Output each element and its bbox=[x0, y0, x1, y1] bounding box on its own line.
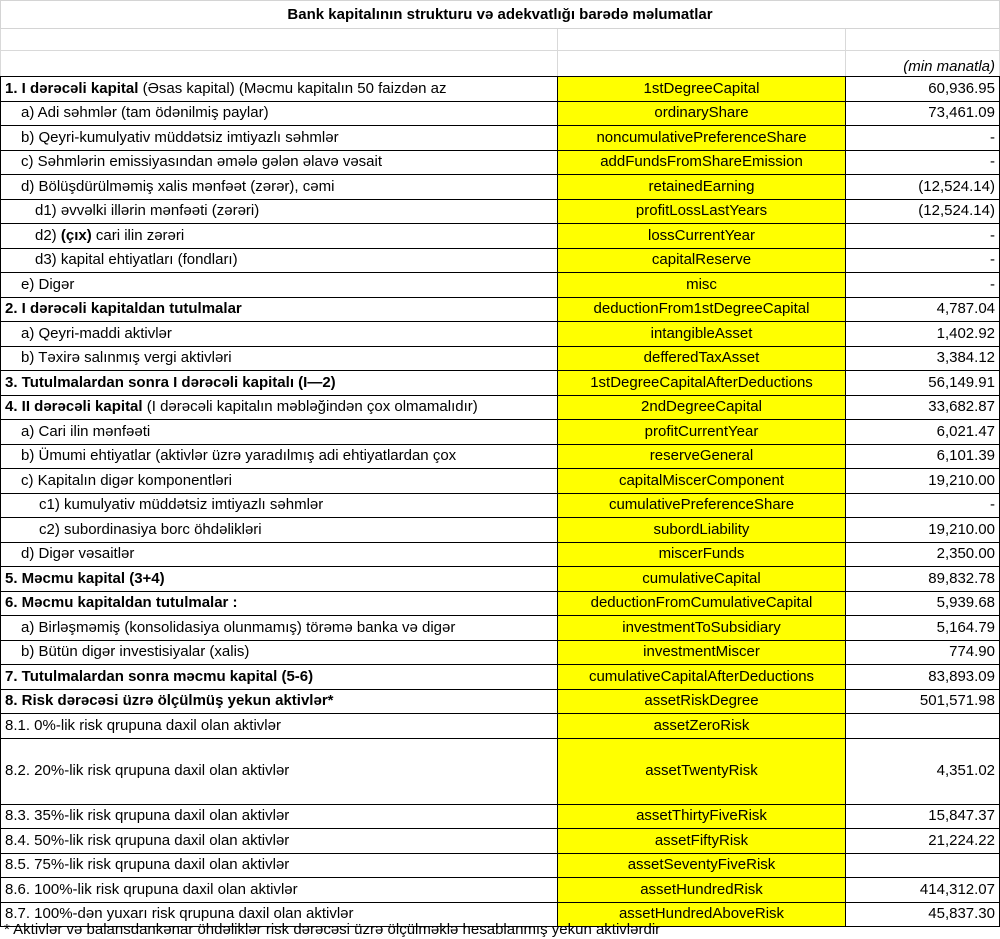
table-row bbox=[1, 248, 1000, 273]
row-label-bold: (çıx) bbox=[60, 226, 92, 244]
row-value-cell[interactable]: 4,787.04 bbox=[846, 297, 1000, 322]
row-label-text: b) Ümumi ehtiyatlar (aktivlər üzrə yaradılmış adi ehtiyatlardan çox bbox=[21, 447, 457, 465]
row-label-cell[interactable] bbox=[1, 518, 558, 543]
row-label-cell[interactable] bbox=[1, 346, 558, 371]
row-label-cell[interactable] bbox=[1, 175, 558, 200]
table-row bbox=[1, 542, 1000, 567]
row-code-cell[interactable]: capitalReserve bbox=[558, 248, 846, 273]
row-label-cell[interactable] bbox=[1, 371, 558, 396]
row-code-cell[interactable]: assetHundredAboveRisk bbox=[558, 902, 846, 927]
blank-row bbox=[1, 29, 1000, 51]
row-label-bold: 2. I dərəcəli kapitaldan tutulmalar bbox=[5, 300, 242, 318]
row-value-cell[interactable]: 1,402.92 bbox=[846, 322, 1000, 347]
row-code-cell[interactable]: cumulativeCapital bbox=[558, 567, 846, 592]
table-row bbox=[1, 224, 1000, 249]
row-label-prefix: d2) bbox=[35, 226, 61, 244]
row-label-text: 8.7. 100%-dən yuxarı risk qrupuna daxil olan aktivlər bbox=[5, 905, 354, 923]
row-label-bold: 5. Məcmu kapital (3+4) bbox=[5, 569, 165, 587]
row-label-text: 8.3. 35%-lik risk qrupuna daxil olan aktivlər bbox=[5, 807, 290, 825]
row-label-text: 8.4. 50%-lik risk qrupuna daxil olan aktivlər bbox=[5, 831, 290, 849]
row-label-cell[interactable] bbox=[1, 714, 558, 739]
table-row bbox=[1, 175, 1000, 200]
title-row bbox=[1, 1, 1000, 29]
row-code-cell[interactable]: misc bbox=[558, 273, 846, 298]
row-value-cell[interactable]: 83,893.09 bbox=[846, 665, 1000, 690]
empty-cell[interactable] bbox=[558, 51, 846, 77]
row-label-cell[interactable] bbox=[1, 469, 558, 494]
row-value-cell[interactable]: (12,524.14) bbox=[846, 199, 1000, 224]
row-value-cell[interactable]: - bbox=[846, 493, 1000, 518]
row-label-cell[interactable] bbox=[1, 493, 558, 518]
row-label-text: 8.1. 0%-lik risk qrupuna daxil olan aktivlər bbox=[5, 716, 281, 734]
row-label-cell[interactable] bbox=[1, 273, 558, 298]
row-label-cell[interactable] bbox=[1, 591, 558, 616]
row-label-text: c) Kapitalın digər komponentləri bbox=[21, 471, 232, 489]
row-code-cell[interactable]: cumulativeCapitalAfterDeductions bbox=[558, 665, 846, 690]
table-row bbox=[1, 567, 1000, 592]
row-code-cell[interactable]: capitalMiscerComponent bbox=[558, 469, 846, 494]
table-row bbox=[1, 101, 1000, 126]
row-label-text: (I dərəcəli kapitalın məbləğindən çox olmamalıdır) bbox=[142, 398, 478, 416]
table-row bbox=[1, 640, 1000, 665]
row-code-cell[interactable]: profitCurrentYear bbox=[558, 420, 846, 445]
row-label-text: b) Bütün digər investisiyalar (xalis) bbox=[21, 643, 250, 661]
row-label-bold: 1. I dərəcəli kapital bbox=[5, 79, 139, 97]
table-row bbox=[1, 714, 1000, 739]
row-code-cell[interactable]: addFundsFromShareEmission bbox=[558, 150, 846, 175]
row-code-cell[interactable]: subordLiability bbox=[558, 518, 846, 543]
row-label-cell[interactable] bbox=[1, 199, 558, 224]
table-row bbox=[1, 420, 1000, 445]
table-row bbox=[1, 878, 1000, 903]
table-row bbox=[1, 518, 1000, 543]
row-label-text: b) Qeyri-kumulyativ müddətsiz imtiyazlı səhmlər bbox=[21, 128, 339, 146]
row-label-cell[interactable] bbox=[1, 248, 558, 273]
row-value-cell[interactable]: 19,210.00 bbox=[846, 469, 1000, 494]
row-code-cell[interactable]: cumulativePreferenceShare bbox=[558, 493, 846, 518]
report-title: Bank kapitalının strukturu və adekvatlığı barədə məlumatlar bbox=[1, 1, 1000, 29]
table-row bbox=[1, 395, 1000, 420]
row-label-bold: 4. II dərəcəli kapital bbox=[5, 398, 143, 416]
row-label-text: d) Digər vəsaitlər bbox=[21, 545, 135, 563]
row-label-text: d1) əvvəlki illərin mənfəəti (zərəri) bbox=[35, 202, 260, 220]
row-value-cell[interactable]: 21,224.22 bbox=[846, 829, 1000, 854]
row-code-cell[interactable]: 2ndDegreeCapital bbox=[558, 395, 846, 420]
row-code-cell[interactable]: assetSeventyFiveRisk bbox=[558, 853, 846, 878]
table-row bbox=[1, 804, 1000, 829]
row-value-cell[interactable]: 5,164.79 bbox=[846, 616, 1000, 641]
row-value-cell[interactable]: 4,351.02 bbox=[846, 738, 1000, 804]
row-label-cell[interactable] bbox=[1, 322, 558, 347]
row-value-cell[interactable]: - bbox=[846, 248, 1000, 273]
row-label-text: 8.6. 100%-lik risk qrupuna daxil olan aktivlər bbox=[5, 880, 298, 898]
row-code-cell[interactable]: deductionFromCumulativeCapital bbox=[558, 591, 846, 616]
row-label-text: c1) kumulyativ müddətsiz imtiyazlı səhmlər bbox=[39, 496, 324, 514]
row-value-cell[interactable]: 2,350.00 bbox=[846, 542, 1000, 567]
table-row bbox=[1, 444, 1000, 469]
row-code-cell[interactable]: defferedTaxAsset bbox=[558, 346, 846, 371]
empty-cell[interactable] bbox=[558, 29, 846, 51]
table-row bbox=[1, 273, 1000, 298]
row-label-text: a) Cari ilin mənfəəti bbox=[21, 422, 151, 440]
row-label-cell[interactable] bbox=[1, 804, 558, 829]
row-code-cell[interactable]: noncumulativePreferenceShare bbox=[558, 126, 846, 151]
row-label-text: 8.2. 20%-lik risk qrupuna daxil olan aktivlər bbox=[5, 762, 290, 779]
footnote: * Aktivlər və balansdankənar öhdəliklər risk dərəcəsi üzrə ölçülməklə hesablanmış yekun aktivlərdir bbox=[4, 921, 661, 938]
row-label-text: a) Birləşməmiş (konsolidasiya olunmamış) törəmə banka və digər bbox=[21, 618, 456, 636]
row-code-cell[interactable]: reserveGeneral bbox=[558, 444, 846, 469]
row-value-cell[interactable]: 6,021.47 bbox=[846, 420, 1000, 445]
row-value-cell[interactable]: - bbox=[846, 126, 1000, 151]
row-label-bold: 7. Tutulmalardan sonra məcmu kapital (5-6) bbox=[5, 667, 314, 685]
unit-note: (min manatla) bbox=[846, 51, 1000, 77]
row-label-text: cari ilin zərəri bbox=[91, 226, 185, 244]
table-row bbox=[1, 616, 1000, 641]
row-code-cell[interactable]: lossCurrentYear bbox=[558, 224, 846, 249]
row-label-text: (Əsas kapital) (Məcmu kapitalın 50 faizdən az bbox=[138, 79, 447, 97]
row-label-cell[interactable] bbox=[1, 444, 558, 469]
table-row bbox=[1, 853, 1000, 878]
row-code-cell[interactable]: assetTwentyRisk bbox=[558, 738, 846, 804]
row-code-cell[interactable]: profitLossLastYears bbox=[558, 199, 846, 224]
row-label-text: b) Təxirə salınmış vergi aktivləri bbox=[21, 349, 232, 367]
row-label-text: d3) kapital ehtiyatları (fondları) bbox=[35, 251, 238, 269]
unit-row bbox=[1, 51, 1000, 77]
row-label-cell[interactable] bbox=[1, 616, 558, 641]
table-row bbox=[1, 469, 1000, 494]
row-code-cell[interactable]: 1stDegreeCapital bbox=[558, 77, 846, 102]
row-label-cell[interactable] bbox=[1, 126, 558, 151]
row-label-text: a) Qeyri-maddi aktivlər bbox=[21, 324, 172, 342]
row-value-cell[interactable]: 774.90 bbox=[846, 640, 1000, 665]
row-label-text: c) Səhmlərin emissiyasından əmələ gələn əlavə vəsait bbox=[21, 153, 383, 171]
table-row bbox=[1, 493, 1000, 518]
row-label-cell[interactable] bbox=[1, 224, 558, 249]
row-value-cell[interactable]: 56,149.91 bbox=[846, 371, 1000, 396]
row-value-cell[interactable]: - bbox=[846, 273, 1000, 298]
row-label-text: 8.5. 75%-lik risk qrupuna daxil olan aktivlər bbox=[5, 856, 290, 874]
row-value-cell[interactable]: 45,837.30 bbox=[846, 902, 1000, 927]
table-row bbox=[1, 199, 1000, 224]
row-code-cell[interactable]: assetFiftyRisk bbox=[558, 829, 846, 854]
table-row bbox=[1, 738, 1000, 804]
row-label-cell[interactable] bbox=[1, 738, 558, 804]
row-label-cell[interactable] bbox=[1, 853, 558, 878]
table-row bbox=[1, 829, 1000, 854]
row-label-cell[interactable] bbox=[1, 150, 558, 175]
row-value-cell[interactable]: 3,384.12 bbox=[846, 346, 1000, 371]
table-row bbox=[1, 150, 1000, 175]
row-label-text: c2) subordinasiya borc öhdəlikləri bbox=[39, 520, 262, 538]
row-value-cell[interactable]: 15,847.37 bbox=[846, 804, 1000, 829]
table-row bbox=[1, 126, 1000, 151]
row-value-cell[interactable]: 60,936.95 bbox=[846, 77, 1000, 102]
row-code-cell[interactable]: deductionFrom1stDegreeCapital bbox=[558, 297, 846, 322]
row-label-bold: 8. Risk dərəcəsi üzrə ölçülmüş yekun aktivlər* bbox=[5, 692, 334, 710]
table-row bbox=[1, 689, 1000, 714]
row-code-cell[interactable]: assetHundredRisk bbox=[558, 878, 846, 903]
row-code-cell[interactable]: ordinaryShare bbox=[558, 101, 846, 126]
row-label-cell[interactable] bbox=[1, 665, 558, 690]
table-row bbox=[1, 77, 1000, 102]
row-value-cell[interactable]: 89,832.78 bbox=[846, 567, 1000, 592]
row-label-text: a) Adi səhmlər (tam ödənilmiş paylar) bbox=[21, 104, 269, 122]
row-label-cell[interactable] bbox=[1, 542, 558, 567]
table-row bbox=[1, 591, 1000, 616]
row-label-text: d) Bölüşdürülməmiş xalis mənfəət (zərər), cəmi bbox=[21, 177, 335, 195]
row-code-cell[interactable]: investmentToSubsidiary bbox=[558, 616, 846, 641]
row-label-cell[interactable] bbox=[1, 77, 558, 102]
row-label-cell[interactable] bbox=[1, 640, 558, 665]
table-row bbox=[1, 297, 1000, 322]
row-code-cell[interactable]: retainedEarning bbox=[558, 175, 846, 200]
table-row bbox=[1, 665, 1000, 690]
row-value-cell[interactable]: 501,571.98 bbox=[846, 689, 1000, 714]
row-code-cell[interactable]: assetZeroRisk bbox=[558, 714, 846, 739]
row-value-cell[interactable] bbox=[846, 714, 1000, 739]
empty-cell[interactable] bbox=[1, 29, 558, 51]
row-label-cell[interactable] bbox=[1, 689, 558, 714]
table-row bbox=[1, 346, 1000, 371]
empty-cell[interactable] bbox=[846, 29, 1000, 51]
row-code-cell[interactable]: miscerFunds bbox=[558, 542, 846, 567]
row-label-bold: 6. Məcmu kapitaldan tutulmalar : bbox=[5, 594, 238, 612]
table-row bbox=[1, 371, 1000, 396]
row-value-cell[interactable]: 5,939.68 bbox=[846, 591, 1000, 616]
row-code-cell[interactable]: assetRiskDegree bbox=[558, 689, 846, 714]
row-value-cell[interactable]: (12,524.14) bbox=[846, 175, 1000, 200]
row-value-cell[interactable]: 33,682.87 bbox=[846, 395, 1000, 420]
row-label-cell[interactable] bbox=[1, 395, 558, 420]
row-value-cell[interactable]: - bbox=[846, 150, 1000, 175]
row-label-cell[interactable] bbox=[1, 567, 558, 592]
row-value-cell[interactable]: - bbox=[846, 224, 1000, 249]
row-label-text: e) Digər bbox=[21, 275, 75, 293]
row-label-bold: 3. Tutulmalardan sonra I dərəcəli kapitalı (I—2) bbox=[5, 373, 336, 391]
row-code-cell[interactable]: 1stDegreeCapitalAfterDeductions bbox=[558, 371, 846, 396]
row-value-cell[interactable] bbox=[846, 853, 1000, 878]
row-label-cell[interactable] bbox=[1, 420, 558, 445]
row-code-cell[interactable]: intangibleAsset bbox=[558, 322, 846, 347]
row-label-cell[interactable] bbox=[1, 297, 558, 322]
row-value-cell[interactable]: 6,101.39 bbox=[846, 444, 1000, 469]
row-label-cell[interactable] bbox=[1, 829, 558, 854]
table-row bbox=[1, 322, 1000, 347]
row-value-cell[interactable]: 414,312.07 bbox=[846, 878, 1000, 903]
row-value-cell[interactable]: 73,461.09 bbox=[846, 101, 1000, 126]
row-label-cell[interactable] bbox=[1, 101, 558, 126]
row-label-cell[interactable] bbox=[1, 878, 558, 903]
empty-cell[interactable] bbox=[1, 51, 558, 77]
row-value-cell[interactable]: 19,210.00 bbox=[846, 518, 1000, 543]
row-code-cell[interactable]: investmentMiscer bbox=[558, 640, 846, 665]
row-code-cell[interactable]: assetThirtyFiveRisk bbox=[558, 804, 846, 829]
